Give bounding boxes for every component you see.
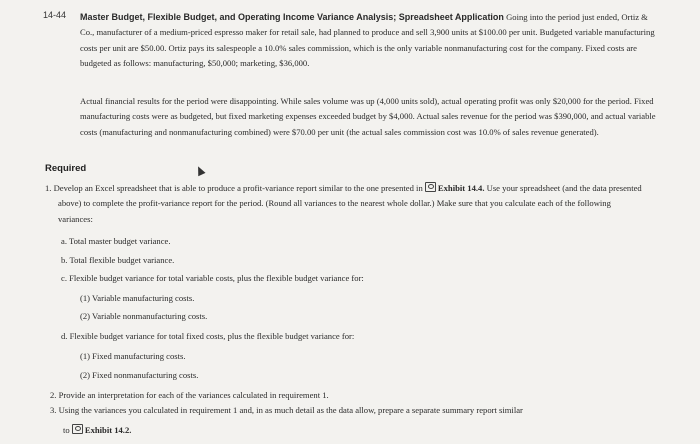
actual-results-paragraph: Actual financial results for the period were disappointing. While sales volume was up (4,000 units sold), actual operating profit was only $20,000 for the period. Fixed manufacturing costs were as budgeted, but fixed marketing expenses exceeded budget by $4,000. Actual sales revenue for the period was $390,000, and actual variable costs (manufacturing and nonmanufacturing combined) were $70.00 per unit (the actual sales commission cost was 10.0% of sales revenue generated). — [80, 96, 656, 137]
exhibit-14-2-link[interactable]: Exhibit 14.2. — [72, 425, 132, 435]
exhibit-icon — [425, 182, 436, 192]
item-c2: (2) Variable nonmanufacturing costs. — [80, 311, 208, 321]
problem-number: 14-44 — [43, 10, 67, 20]
problem-title: Master Budget, Flexible Budget, and Operating Income Variance Analysis; Spreadsheet Application — [80, 12, 504, 22]
requirement-2: 2. Provide an interpretation for each of the variances calculated in requirement 1. — [50, 390, 329, 400]
required-heading: Required — [45, 163, 87, 174]
item-d2: (2) Fixed nonmanufacturing costs. — [80, 370, 199, 380]
item-d1: (1) Fixed manufacturing costs. — [80, 351, 186, 361]
item-d: d. Flexible budget variance for total fixed costs, plus the flexible budget variance for: — [61, 331, 355, 341]
item-a: a. Total master budget variance. — [61, 236, 171, 246]
to-word: to — [63, 425, 70, 435]
requirement-3-cont — [63, 424, 131, 435]
exhibit-icon — [72, 424, 83, 434]
requirement-1-prefix: 1. Develop an Excel spreadsheet that is able to produce a profit-variance report similar to the one presented in — [45, 183, 423, 193]
requirement-1 — [45, 181, 645, 227]
requirement-3: 3. Using the variances you calculated in requirement 1 and, in as much detail as the data allow, prepare a separate summary report similar — [50, 405, 523, 415]
requirement-1-suffix: Use your spreadsheet (and the data presented above) to complete the profit-variance report for the period. (Round all variances to the nearest whole dollar.) Make sure that you calculate each of the following variances: — [58, 183, 642, 224]
item-c1: (1) Variable manufacturing costs. — [80, 293, 195, 303]
item-c: c. Flexible budget variance for total variable costs, plus the flexible budget variance for: — [61, 273, 364, 283]
item-b: b. Total flexible budget variance. — [61, 255, 175, 265]
problem-intro-text: Going into the period just ended, Ortiz & Co., manufacturer of a medium-priced espresso maker for retail sale, had planned to produce and sell 3,900 units at $100.00 per unit. Budgeted variable manufacturing costs per unit are $50.00. Ortiz pays its salespeople a 10.0% sales commission, which is the only variable nonmanufacturing cost for the company. Fixed costs are budgeted as follows: manufacturing, $50,000; marketing, $36,000. — [80, 12, 655, 69]
exhibit-14-4-link[interactable]: Exhibit 14.4. — [425, 183, 485, 193]
problem-intro — [80, 10, 660, 72]
mouse-cursor-icon — [194, 165, 205, 177]
